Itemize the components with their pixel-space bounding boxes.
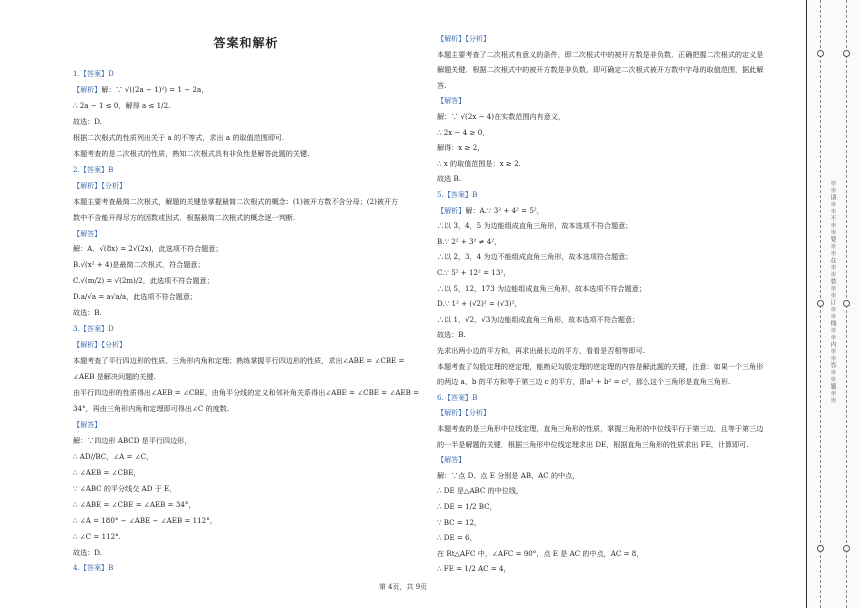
text-line: ∵ BC = 12，	[437, 517, 482, 527]
text-line: 本题主要考查了二次根式有意义的条件，即二次根式中的被开方数是非负数．正确把握二次根式的定义是	[437, 49, 764, 59]
text-line: ∴ FE = 1/2 AC = 4，	[437, 564, 511, 574]
text-line: 根据二次根式的性质列出关于 a 的不等式，求出 a 的取值范围即可.	[73, 132, 285, 142]
text-line: 解得：x ≥ 2，	[437, 143, 485, 153]
punch-hole-marker	[817, 545, 824, 552]
text-line: 故选 B.	[437, 174, 461, 184]
text-line: ∴ ∠AEB = ∠CBE，	[73, 467, 141, 477]
punch-hole-marker	[843, 50, 850, 57]
text-line: 2.【答案】B	[73, 164, 114, 174]
margin-warning-text: ※※请※※不※※要※※在※※装※※订※※线※※内※※答※※题※※	[829, 180, 836, 404]
text-line: 解：∵四边形 ABCD 是平行四边形，	[73, 435, 192, 445]
text-line: 故选：B.	[437, 330, 466, 340]
text-line: ∴ 2a − 1 ≤ 0，解得 a ≤ 1/2.	[73, 100, 171, 110]
text-line: D.∵ 1² + (√2)² = (√3)²，	[437, 299, 522, 309]
punch-hole-marker	[817, 50, 824, 57]
text-line: 5.【答案】B	[437, 190, 478, 199]
text-line: 【解答】	[437, 455, 466, 465]
text-line: ∴ x 的取值范围是：x ≥ 2.	[437, 158, 521, 168]
text-line: ∵ ∠ABC 的平分线交 AD 于 E，	[73, 483, 177, 493]
text-line: 解题关键．根据二次根式中的被开方数是非负数，即可确定二次根式被开方数中字母的取值范围，据此解	[437, 65, 764, 75]
text-line: 本题考查的是二次根式的性质，熟知二次根式具有非负性是解答此题的关键.	[73, 148, 310, 158]
text-line: 答.	[437, 80, 447, 90]
text-line: 4.【答案】B	[73, 563, 114, 573]
text-line: 的一半是解题的关键．根据三角形中位线定理求出 DE，根据直角三角形的性质求出 FE，计算即可.	[437, 439, 749, 449]
text-line: 34°，再由三角形内角和定理即可得出∠C 的度数.	[73, 403, 230, 413]
text-line: ∠AEB 是解决问题的关键.	[73, 372, 156, 382]
text-line: 1.【答案】D	[73, 69, 114, 78]
punch-hole-marker	[843, 545, 850, 552]
page-title: 答案和解析	[213, 36, 279, 50]
text-line: B.√(x² + 4)是最简二次根式，符合题意；	[73, 260, 205, 270]
text-line: ∴以 2，3，4 为边不能组成直角三角形，故本选项符合题意；	[437, 252, 633, 262]
margin-border	[806, 0, 807, 608]
text-line: 数中不含能开得尽方的因数或因式．根据最简二次根式的概念逐一判断.	[73, 212, 296, 222]
text-line: 故选：D.	[73, 547, 102, 557]
text-line: B.∵ 2² + 3² ≠ 4²，	[437, 236, 502, 246]
text-line: C.√(m/2) = √(2m)/2，此选项不符合题意；	[73, 276, 214, 286]
text-line: 【解析】【分析】	[73, 180, 127, 190]
text-line: ∴ ∠C = 112°.	[73, 531, 121, 541]
text-line: 解：∵点 D、点 E 分别是 AB、AC 的中点，	[437, 470, 580, 480]
text-line: 解：∵ √(2x − 4)在实数范围内有意义，	[437, 112, 566, 121]
text-line: ∴以 5，12，173 为边能组成直角三角形，故本选项不符合题意；	[437, 283, 646, 293]
text-line: C.∵ 5² + 12² = 13²，	[437, 268, 511, 277]
text-line: 6.【答案】B	[437, 392, 478, 402]
text-line: 本题主要考查最简二次根式，解题的关键是掌握最简二次根式的概念：(1)被开方数不含分母；(2)被开方	[73, 196, 399, 206]
text-line: ∴ AD//BC，∠A = ∠C，	[73, 451, 154, 461]
punch-hole-marker	[817, 300, 824, 307]
text-line: 在 Rt△AFC 中，∠AFC = 90°，点 E 是 AC 的中点，AC = 8，	[437, 548, 644, 558]
text-line: ∴ DE = 1/2 BC，	[437, 502, 497, 511]
text-line: ∴ DE 是△ABC 的中位线，	[437, 486, 524, 496]
binding-margin	[806, 0, 860, 608]
text-line: 【解答】	[73, 228, 102, 238]
text-line: 3.【答案】D	[73, 324, 114, 334]
text-line: 先求出两小边的平方和，再求出最长边的平方，看看是否相等即可.	[437, 346, 645, 355]
text-line: 【解析】解：A.∵ 3² + 4² = 5²，	[437, 205, 544, 215]
text-line: ∴ ∠A = 180° − ∠ABE − ∠AEB = 112°，	[73, 515, 217, 525]
text-line: 【解析】【分析】	[437, 34, 491, 43]
text-line: ∴ DE = 6，	[437, 533, 477, 543]
text-line: 故选：B.	[73, 308, 102, 318]
text-line: 【解析】【分析】	[437, 408, 491, 418]
text-line: 【解析】【分析】	[73, 340, 127, 350]
page-footer: 第 4页，共 9页	[378, 583, 428, 591]
text-line: 【解答】	[437, 96, 466, 106]
text-line: 故选：D.	[73, 116, 102, 126]
text-line: ∴以 1，√2，√3为边能组成直角三角形，故本选项不符合题意；	[437, 314, 640, 324]
text-line: D.a/√a = a√a/a，此选项不符合题意；	[73, 292, 198, 302]
text-line: 本题考查了平行四边形的性质、三角形内角和定理；熟练掌握平行四边形的性质，求出∠ABE = ∠CBE =	[73, 356, 405, 366]
text-line: 【解析】解：∵ √((2a − 1)²) = 1 − 2a，	[73, 84, 209, 94]
text-line: 由平行四边形的性质得出∠AEB = ∠CBE，由角平分线的定义和邻补角关系得出∠ABE = ∠CBE = ∠AEB =	[73, 388, 420, 397]
punch-hole-marker	[843, 300, 850, 307]
text-line: 【解答】	[73, 419, 102, 429]
text-line: ∴ 2x − 4 ≥ 0，	[437, 127, 490, 137]
text-line: 的两边 a、b 的平方和等于第三边 c 的平方，即a² + b² = c²，那么这个三角形是直角三角形.	[437, 377, 731, 387]
text-line: 本题考查了勾股定理的逆定理，能熟记勾股定理的逆定理的内容是解此题的关键，注意：如果一个三角形	[437, 361, 764, 371]
text-line: 本题考查的是三角形中位线定理，直角三角形的性质，掌握三角形的中位线平行于第三边，且等于第三边	[437, 424, 764, 433]
text-line: 解：A．√(8x) = 2√(2x)，此选项不符合题意；	[73, 244, 223, 254]
text-line: ∴ ∠ABE = ∠CBE = ∠AEB = 34°，	[73, 499, 196, 509]
text-line: ∴以 3，4，5 为边能组成直角三角形，故本选项不符合题意；	[437, 221, 633, 231]
